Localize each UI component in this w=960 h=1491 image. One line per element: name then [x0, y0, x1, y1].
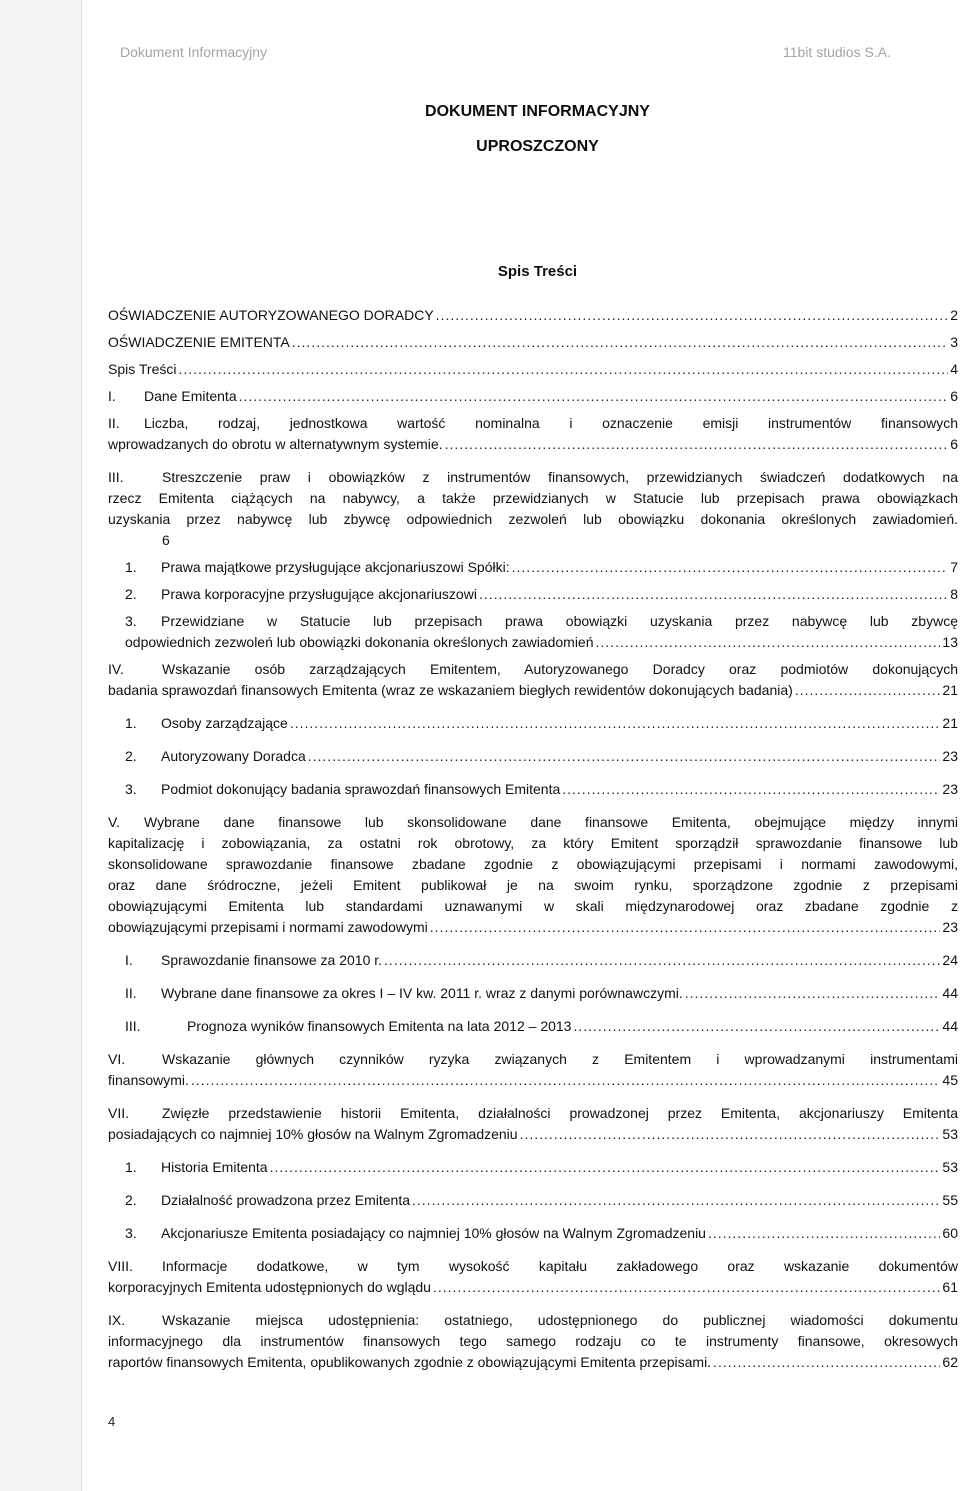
- toc-entry[interactable]: II. Wybrane dane finansowe za okres I – IV kw. 2011 r. wraz z danymi porównawczymi. ..... 44: [108, 983, 958, 1004]
- toc-entry[interactable]: OŚWIADCZENIE AUTORYZOWANEGO DORADCY ..... 2: [108, 305, 958, 326]
- toc-entry[interactable]: 1. Osoby zarządzające ..... 21: [108, 713, 958, 734]
- header-document-name: Dokument Informacyjny: [120, 44, 268, 60]
- toc-entry[interactable]: III. Prognoza wyników finansowych Emitenta na lata 2012 – 2013 ..... 44: [108, 1016, 958, 1037]
- toc-entry[interactable]: 3. Akcjonariusze Emitenta posiadający co najmniej 10% głosów na Walnym Zgromadzeniu ..... 60: [108, 1223, 958, 1244]
- toc-entry[interactable]: Spis Treści ..... 4: [108, 359, 958, 380]
- toc-heading: Spis Treści: [497, 263, 578, 280]
- toc-entry[interactable]: IX. Wskazanie miejsca udostępnienia: ostatniego, udostępnionego do publicznej wiadomości dokumentu informacyjnego dla instrumentów finansowych tego samego rodzaju co te instrumenty finansowe, okresowych raportów finansowych Emitenta, opublikowanych zgodnie z obowiązującymi Emitenta przepisami. ..... 62: [108, 1310, 958, 1373]
- toc-entry[interactable]: 3. Podmiot dokonujący badania sprawozdań finansowych Emitenta ..... 23: [108, 779, 958, 800]
- document-subtitle: UPROSZCZONY: [476, 138, 599, 155]
- toc-entry[interactable]: 2. Autoryzowany Doradca ..... 23: [108, 746, 958, 767]
- toc-entry[interactable]: V. Wybrane dane finansowe lub skonsolidowane dane finansowe Emitenta, obejmujące między innymi kapitalizację i zobowiązania, za ostatni rok obrotowy, za który Emitent sporządził sprawozdanie finansowe lub skonsolidowane sprawozdanie finansowe zbadane zgodnie z obowiązującymi przepisami i normami zawodowymi, oraz dane śródroczne, jeżeli Emitent publikował je na swoim rynku, sporządzone zgodnie z przepisami obowiązującymi Emitenta lub standardami uznawanymi w skali międzynarodowej oraz zbadane zgodnie z obowiązującymi przepisami i normami zawodowymi ..... 23: [108, 812, 958, 938]
- toc-entry[interactable]: 1. Historia Emitenta ..... 53: [108, 1157, 958, 1178]
- toc-entry[interactable]: III. Streszczenie praw i obowiązków z instrumentów finansowych, przewidzianych świadczeń dodatkowych na rzecz Emitenta ciążących na nabywcy, a także przewidzianych w Statucie lub przepisach prawa obowiązkach uzyskania przez nabywcę lub zbywcę odpowiednich zezwoleń lub obowiązku dokonania określonych zawiadomień. 6: [108, 469, 958, 548]
- toc-entry[interactable]: 1. Prawa majątkowe przysługujące akcjonariuszowi Spółki: ..... 7: [108, 557, 958, 578]
- toc-entry[interactable]: 2. Prawa korporacyjne przysługujące akcjonariuszowi ..... 8: [108, 584, 958, 605]
- toc-entry[interactable]: 3. Przewidziane w Statucie lub przepisach prawa obowiązki uzyskania przez nabywcę lub zbywcę odpowiednich zezwoleń lub obowiązki dokonania określonych zawiadomień ..... 13: [108, 611, 958, 653]
- toc-entry[interactable]: VI. Wskazanie głównych czynników ryzyka związanych z Emitentem i wprowadzanymi instrumentami finansowymi. ..... 45: [108, 1049, 958, 1091]
- document-title: DOKUMENT INFORMACYJNY: [425, 103, 650, 120]
- toc-entry[interactable]: II. Liczba, rodzaj, jednostkowa wartość nominalna i oznaczenie emisji instrumentów finansowych wprowadzanych do obrotu w alternatywnym systemie. ..... 6: [108, 413, 958, 455]
- toc-entry[interactable]: I. Dane Emitenta ..... 6: [108, 386, 958, 407]
- toc-entry[interactable]: IV. Wskazanie osób zarządzających Emitentem, Autoryzowanego Doradcy oraz podmiotów dokonujących badania sprawozdań finansowych Emitenta (wraz ze wskazaniem biegłych rewidentów dokonujących badania) ..... 21: [108, 659, 958, 701]
- toc-entry[interactable]: VII. Zwięzłe przedstawienie historii Emitenta, działalności prowadzonej przez Emitenta, akcjonariuszy Emitenta posiadających co najmniej 10% głosów na Walnym Zgromadzeniu ..... 53: [108, 1103, 958, 1145]
- toc-entry[interactable]: I. Sprawozdanie finansowe za 2010 r. ..... 24: [108, 950, 958, 971]
- page-number: 4: [108, 1414, 116, 1429]
- header-company-name: 11bit studios S.A.: [783, 44, 891, 60]
- toc-entry[interactable]: VIII. Informacje dodatkowe, w tym wysokość kapitału zakładowego oraz wskazanie dokumentów korporacyjnych Emitenta udostępnionych do wglądu ..... 61: [108, 1256, 958, 1298]
- toc-entry[interactable]: OŚWIADCZENIE EMITENTA ..... 3: [108, 332, 958, 353]
- toc-entry[interactable]: 2. Działalność prowadzona przez Emitenta ..... 55: [108, 1190, 958, 1211]
- table-of-contents: [108, 305, 958, 1373]
